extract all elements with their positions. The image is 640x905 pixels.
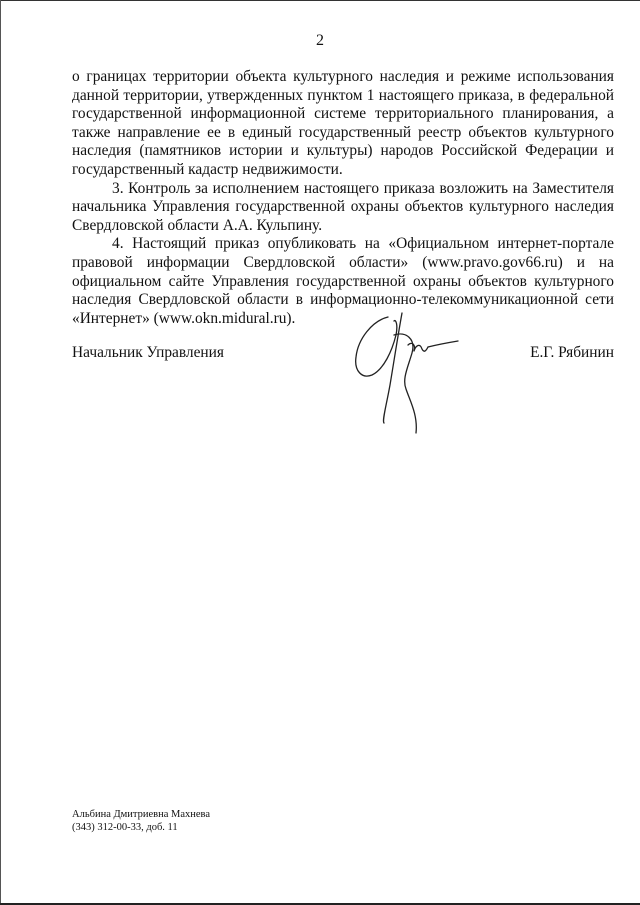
signatory-position: Начальник Управления (72, 344, 224, 361)
executor-info (72, 808, 210, 834)
paragraph-continuation: о границах территории объекта культурного наследия и режиме использования данной территории, утвержденных пунктом 1 настоящего приказа, в федеральной государственной информационной системе территориального планирования, а также направление ее в единый государственный реестр объектов культурного наследия (памятников истории и культуры) народов Российской Федерации и государственный кадастр недвижимости. (72, 68, 614, 178)
document-body (72, 68, 614, 328)
signature-block (72, 344, 614, 364)
signatory-name: Е.Г. Рябинин (530, 344, 614, 361)
handwritten-signature (350, 305, 480, 440)
executor-phone: (343) 312-00-33, доб. 11 (72, 822, 178, 833)
page-border-left (0, 0, 1, 905)
page-border-top (0, 0, 640, 1)
paragraph-item-3: 3. Контроль за исполнением настоящего приказа возложить на Заместителя начальника Управления государственной охраны объектов культурного наследия Свердловской области А.А. Кульпину. (72, 179, 614, 234)
paragraph-item-4: 4. Настоящий приказ опубликовать на «Официальном интернет-портале правовой информации Свердловской области» (www.pravo.gov66.ru) и на официальном сайте Управления государственной охраны объектов культурного наследия Свердловской области в информационно-телекоммуникационной сети «Интернет» (www.okn.midural.ru). (72, 235, 614, 327)
executor-name: Альбина Дмитриевна Махнева (72, 809, 211, 820)
page-number: 2 (316, 32, 324, 49)
